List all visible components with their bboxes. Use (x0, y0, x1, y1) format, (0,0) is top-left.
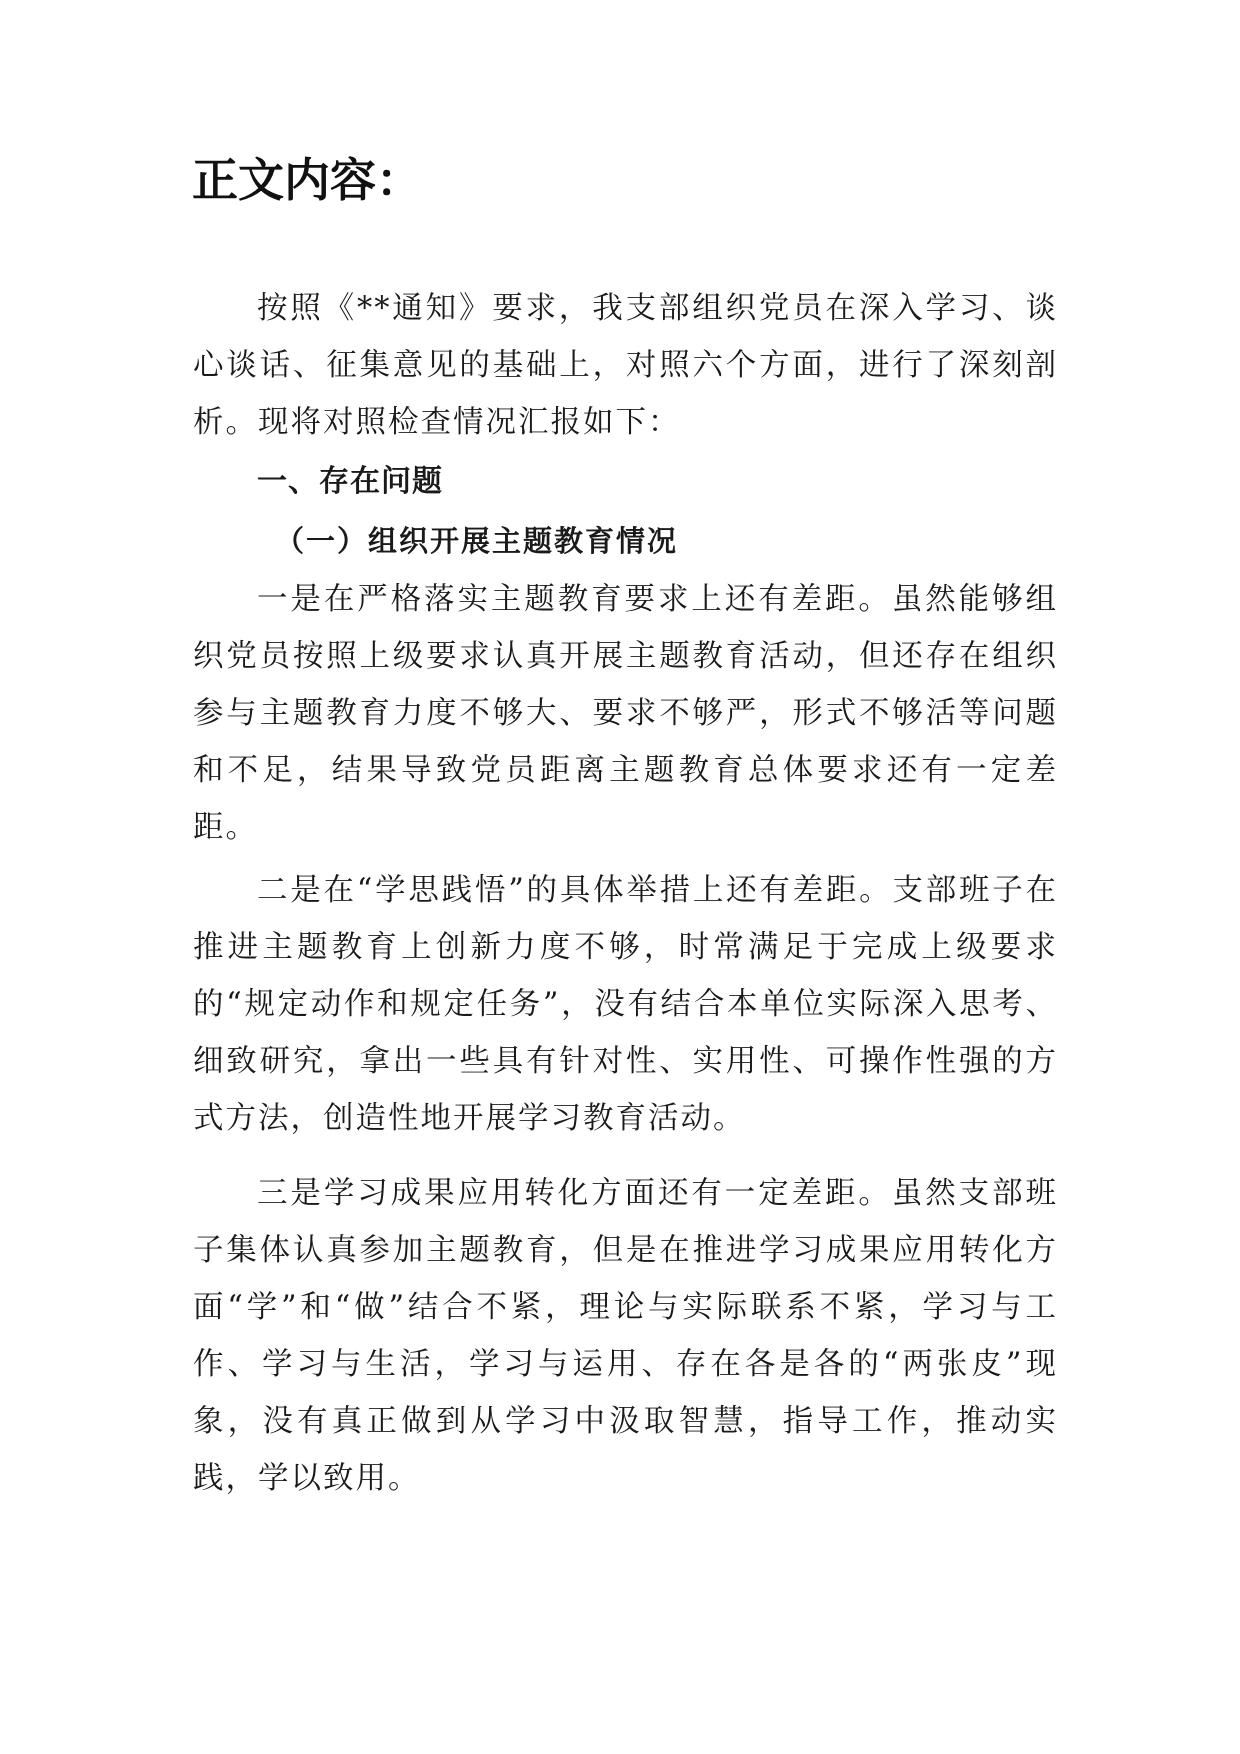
intro-paragraph: 按照《**通知》要求，我支部组织党员在深入学习、谈心谈话、征集意见的基础上，对照六个方面，进行了深刻剖析。现将对照检查情况汇报如下： (193, 291, 1058, 440)
document-body (193, 280, 1058, 1507)
body-paragraph-2: 二是在“学思践悟”的具体举措上还有差距。支部班子在推进主题教育上创新力度不够，时常满足于完成上级要求的“规定动作和规定任务”，没有结合本单位实际深入思考、细致研究，拿出一些具有针对性、实用性、可操作性强的方式方法，创造性地开展学习教育活动。 (193, 873, 1058, 1136)
page-heading: 正文内容： (192, 153, 422, 207)
subsection-title: （一）组织开展主题教育情况 (275, 524, 679, 558)
body-paragraph-3: 三是学习成果应用转化方面还有一定差距。虽然支部班子集体认真参加主题教育，但是在推进学习成果应用转化方面“学”和“做”结合不紧，理论与实际联系不紧，学习与工作、学习与生活，学习与运用、存在各是各的“两张皮”现象，没有真正做到从学习中汲取智慧，指导工作，推动实践，学以致用。 (193, 1176, 1058, 1496)
section-title: 一、存在问题 (257, 464, 443, 499)
body-paragraph-1: 一是在严格落实主题教育要求上还有差距。虽然能够组织党员按照上级要求认真开展主题教育活动，但还存在组织参与主题教育力度不够大、要求不够严，形式不够活等问题和不足，结果导致党员距离主题教育总体要求还有一定差距。 (193, 582, 1058, 845)
